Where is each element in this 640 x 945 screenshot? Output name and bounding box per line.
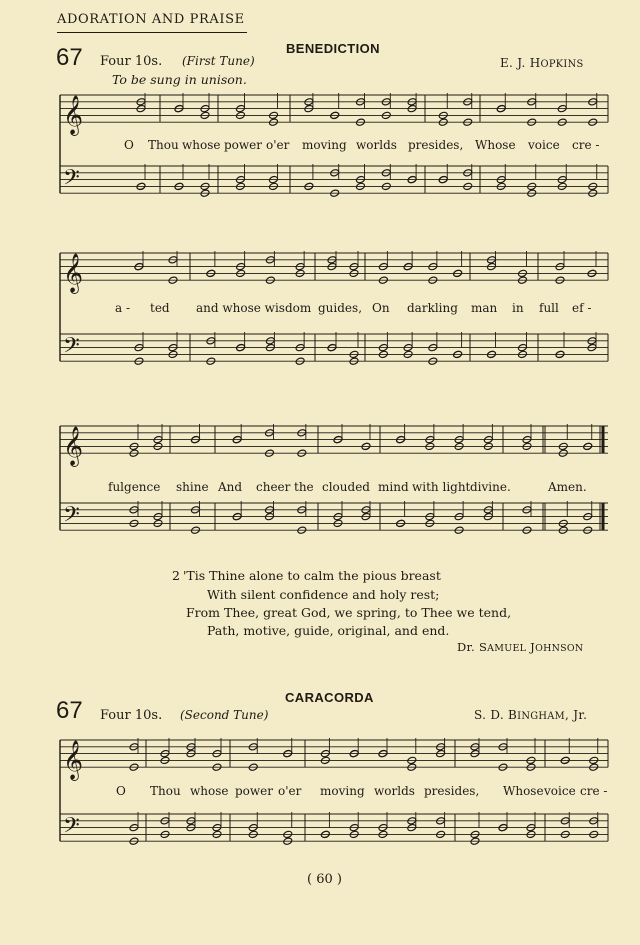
lyric-word: Whose: [503, 784, 544, 798]
bass-clef-icon: 𝄢: [63, 333, 80, 364]
tune-title-2: CARACORDA: [285, 690, 374, 705]
lyric-word: whose: [190, 784, 229, 798]
lyric-word: O: [124, 138, 134, 152]
page-number: ( 60 ): [307, 872, 342, 887]
lyric-word: and whose wisdom: [196, 301, 312, 315]
verse-line: From Thee, great God, we spring, to Thee we tend,: [186, 605, 512, 620]
verse-line: 'Tis Thine alone to calm the pious breast: [183, 568, 441, 583]
lyric-word: presides,: [424, 784, 480, 798]
lyric-word: ted: [150, 301, 170, 315]
lyric-word: presides,: [408, 138, 464, 152]
lyric-word: power: [235, 784, 274, 798]
bass-clef-icon: 𝄢: [63, 813, 80, 844]
lyric-word: with light: [412, 480, 471, 494]
lyric-word: O: [116, 784, 126, 798]
lyric-word: whose: [182, 138, 221, 152]
treble-clef-icon: 𝄞: [63, 253, 84, 294]
composer: E. J. HOPKINS: [500, 56, 584, 70]
lyric-word: o'er: [266, 138, 290, 152]
tune-note-2: (Second Tune): [180, 708, 269, 722]
lyric-word: cheer: [256, 480, 291, 494]
tune-title: BENEDICTION: [286, 41, 380, 56]
lyric-word: cre -: [580, 784, 608, 798]
lyric-word: Thou: [150, 784, 181, 798]
lyric-word: guides,: [318, 301, 363, 315]
lyric-word: in: [512, 301, 524, 315]
lyric-word: ef -: [572, 301, 592, 315]
lyric-word: Thou: [148, 138, 179, 152]
lyric-word: Amen.: [548, 480, 587, 494]
lyric-word: man: [471, 301, 498, 315]
hymn-number-2: 67: [56, 697, 83, 724]
treble-clef-icon: 𝄞: [63, 95, 84, 136]
hymn-number: 67: [56, 44, 83, 71]
composer-2: S. D. BINGHAM, Jr.: [474, 708, 588, 722]
lyric-word: moving: [302, 138, 347, 152]
lyric-word: voice: [544, 784, 576, 798]
lyric-word: worlds: [356, 138, 397, 152]
lyric-word: a -: [115, 301, 131, 315]
lyric-word: cre -: [572, 138, 600, 152]
lyric-word: And: [218, 480, 243, 494]
lyric-word: darkling: [407, 301, 458, 315]
running-header: ADORATION AND PRAISE: [57, 12, 245, 27]
performance-direction: To be sung in unison.: [112, 72, 247, 87]
lyric-word: divine.: [470, 480, 511, 494]
lyric-word: Whose: [475, 138, 516, 152]
lyric-word: clouded: [322, 480, 370, 494]
treble-clef-icon: 𝄞: [63, 426, 84, 467]
tune-note: (First Tune): [182, 54, 255, 68]
lyric-word: moving: [320, 784, 365, 798]
treble-clef-icon: 𝄞: [63, 740, 84, 781]
verse-line: Path, motive, guide, original, and end.: [207, 623, 450, 638]
lyric-word: power: [224, 138, 263, 152]
lyric-word: shine: [176, 480, 209, 494]
verse-number: 2: [172, 568, 180, 583]
hymn-meter-2: Four 10s.: [100, 708, 163, 723]
lyric-word: fulgence: [108, 480, 161, 494]
bass-clef-icon: 𝄢: [63, 502, 80, 533]
lyric-word: On: [372, 301, 390, 315]
lyric-word: full: [539, 301, 559, 315]
bass-clef-icon: 𝄢: [63, 165, 80, 196]
hymn-author: Dr. SAMUEL JOHNSON: [457, 640, 584, 654]
lyric-word: the: [294, 480, 314, 494]
lyric-word: o'er: [278, 784, 302, 798]
lyric-word: mind: [378, 480, 409, 494]
lyric-word: voice: [528, 138, 560, 152]
hymn-meter: Four 10s.: [100, 54, 163, 69]
lyric-word: worlds: [374, 784, 415, 798]
verse-line: With silent confidence and holy rest;: [207, 587, 440, 602]
